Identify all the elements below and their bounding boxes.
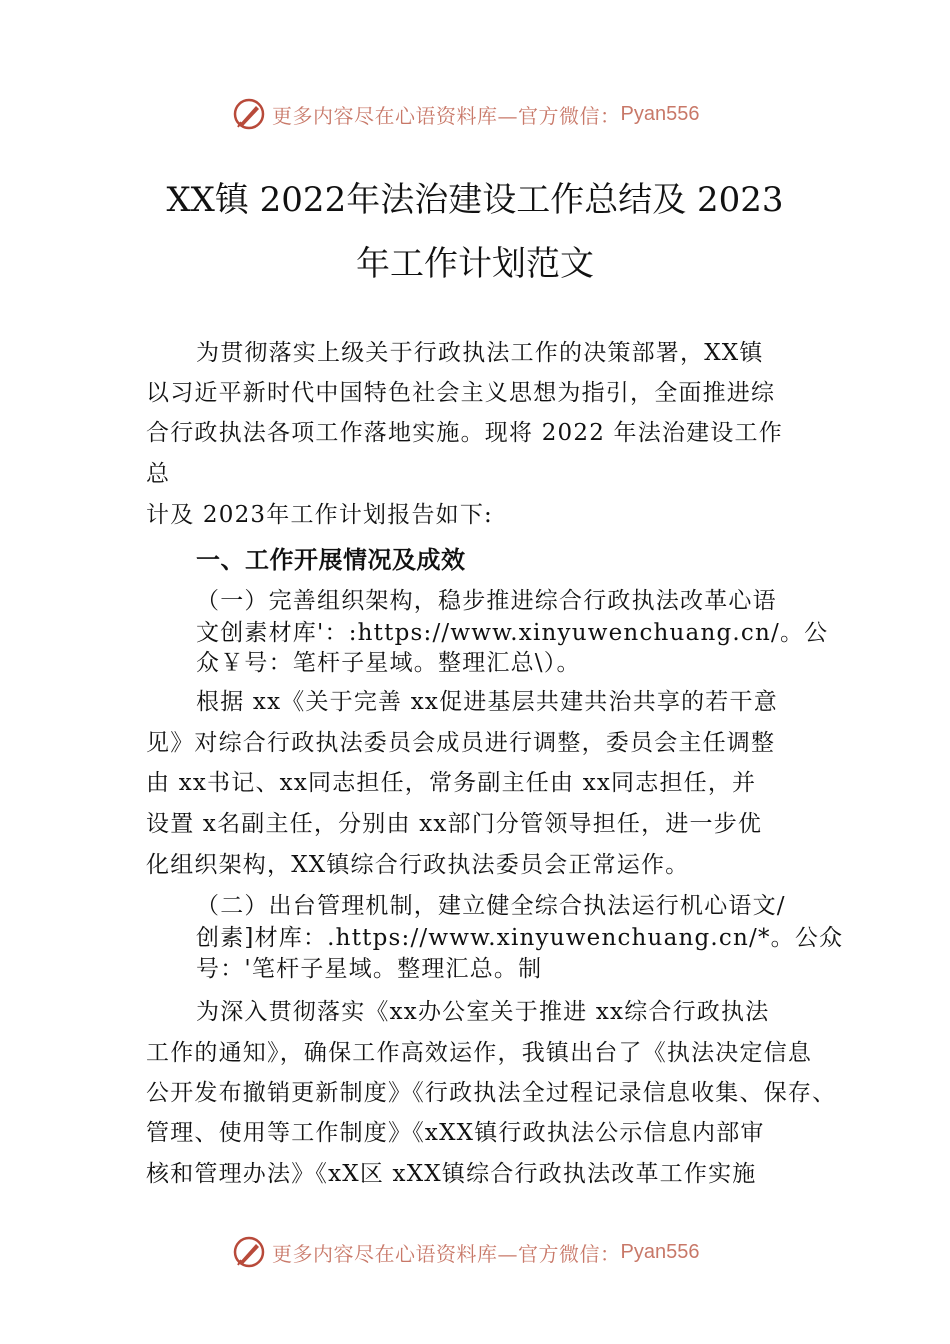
document-title-line-1: XX镇 2022年法治建设工作总结及 2023 (166, 180, 784, 220)
document-title-line-2: 年工作计划范文 (356, 244, 594, 284)
intro-line-1: 为贯彻落实上级关于行政执法工作的决策部署，XX镇 (196, 340, 764, 366)
intro-line-2: 以习近平新时代中国特色社会主义思想为指引，全面推进综 (146, 380, 776, 406)
paragraph-2-line-4: 管理、使用等工作制度》《xXX镇行政执法公示信息内部审 (146, 1120, 765, 1146)
watermark-wechat-id: Pyan556 (620, 102, 700, 125)
subsection-1-line-3: 众￥号：笔杆子星域。整理汇总\）。 (196, 650, 581, 676)
paragraph-2-line-2: 工作的通知》，确保工作高效运作，我镇出台了《执法决定信息 (146, 1040, 813, 1066)
watermark-text: 更多内容尽在心语资料库—官方微信： (272, 103, 621, 128)
bottom-watermark-banner (232, 1232, 732, 1272)
subsection-2-line-3: 号：'笔杆子星域。整理汇总。制 (196, 956, 543, 982)
subsection-2-line-2: 创素]材库：.https://www.xinyuwenchuang.cn/*。公众 (196, 925, 844, 951)
paragraph-1-line-3: 由 xx书记、xx同志担任，常务副主任由 xx同志担任，并 (146, 770, 757, 796)
subsection-1-line-1: （一）完善组织架构，稳步推进综合行政执法改革心语 (196, 588, 777, 614)
paragraph-2-line-5: 核和管理办法》《xX区 xXX镇综合行政执法改革工作实施 (146, 1161, 757, 1187)
paragraph-1-line-4: 设置 x名副主任，分别由 xx部门分管领导担任，进一步优 (146, 811, 763, 837)
subsection-2-line-1: （二）出台管理机制，建立健全综合执法运行机心语文/ (196, 893, 786, 919)
top-watermark-banner (232, 94, 732, 134)
paragraph-1-line-2: 见》对综合行政执法委员会成员进行调整，委员会主任调整 (146, 730, 776, 756)
intro-line-4: 总 (146, 461, 171, 487)
quill-pen-logo-icon (232, 97, 266, 131)
section-1-heading: 一、工作开展情况及成效 (196, 546, 466, 574)
watermark-text: 更多内容尽在心语资料库—官方微信： (272, 1241, 621, 1266)
paragraph-1-line-5: 化组织架构，XX镇综合行政执法委员会正常运作。 (146, 852, 690, 878)
intro-line-5: 计及 2023年工作计划报告如下: (146, 502, 493, 528)
paragraph-1-line-1: 根据 xx《关于完善 xx促进基层共建共治共享的若干意 (196, 689, 778, 715)
watermark-wechat-id: Pyan556 (620, 1240, 700, 1263)
intro-line-3: 合行政执法各项工作落地实施。现将 2022 年法治建设工作 (146, 420, 783, 446)
paragraph-2-line-1: 为深入贯彻落实《xx办公室关于推进 xx综合行政执法 (196, 999, 770, 1025)
paragraph-2-line-3: 公开发布撤销更新制度》《行政执法全过程记录信息收集、保存、 (146, 1080, 837, 1106)
quill-pen-logo-icon (232, 1235, 266, 1269)
subsection-1-line-2: 文创素材库'：:https://www.xinyuwenchuang.cn/。公 (196, 620, 829, 646)
